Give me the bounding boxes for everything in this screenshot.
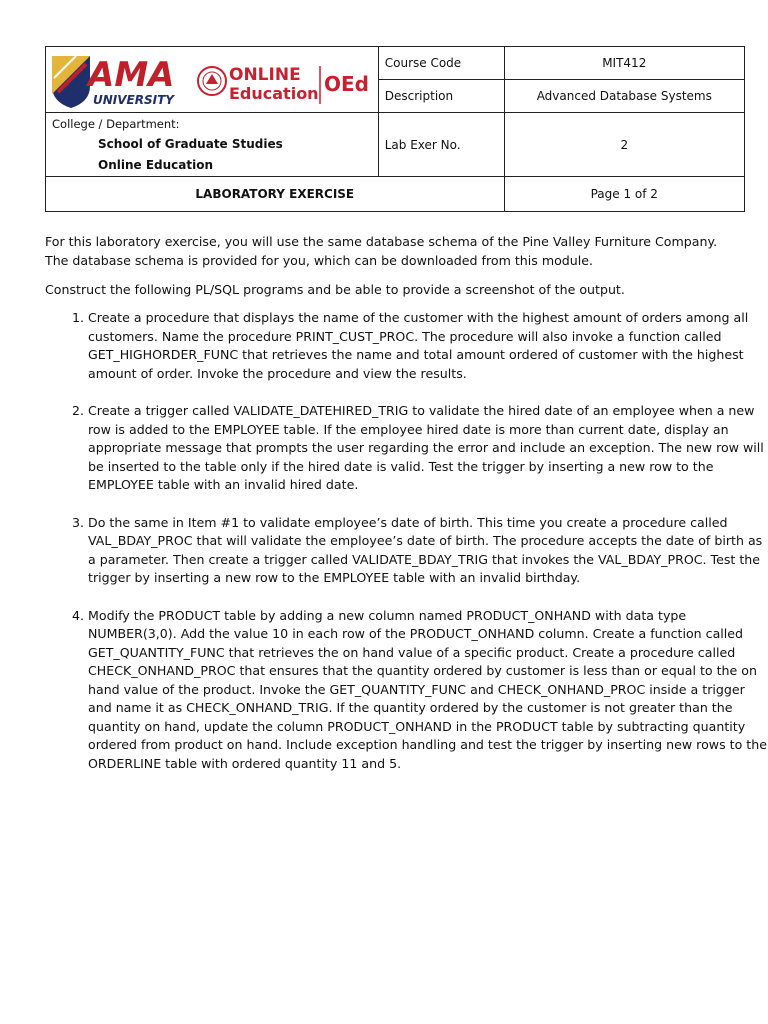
institution-logo [46,48,373,112]
education-wordmark: Education [229,83,319,103]
ama-wordmark: AMA [88,54,175,95]
instructions-paragraph: Construct the following PL/SQL programs and be able to provide a screenshot of the output. [45,282,625,297]
task-item-4: 4. Modify the PRODUCT table by adding a new column named PRODUCT_ONHAND with data type NUMBER(3,0). Add the value 10 in each row of the PRODUCT_ONHAND column. Create a function called GET_QUANTITY_FUNC that retrieves the on hand value of a specific product. Create a procedure called CHECK_ONHAND_PROC that ensures that the quantity ordered by customer is less than or equal to the on hand value of the product. Invoke the GET_QUANTITY_FUNC and CHECK_ONHAND_PROC inside a trigger and name it as CHECK_ONHAND_TRIG. If the quantity ordered by the customer is not greater than the quantity on hand, update the column PRODUCT_ONHAND in the PRODUCT table by subtracting quantity ordered from product on hand. Include exception handling and test the trigger by inserting new rows to the ORDERLINE table with ordered quantity 11 and 5. [88,607,768,774]
college-department-cell [46,113,379,177]
ama-shield-icon [52,56,90,108]
intro-paragraph: For this laboratory exercise, you will use the same database schema of the Pine Valley Furniture Company. The database schema is provided for you, which can be downloaded from this module. [45,234,718,268]
description-value: Advanced Database Systems [504,80,744,113]
description-label: Description [378,80,504,113]
header-table [45,46,745,212]
logo-cell [46,47,379,113]
oed-wordmark: OEd [324,71,369,96]
task-item-1: 1. Create a procedure that displays the name of the customer with the highest amount of orders among all customers. Name the procedure PRINT_CUST_PROC. The procedure will also invoke a function called GET_HIGHORDER_FUNC that retrieves the name and total amount ordered of customer with the highest amount of order. Invoke the procedure and view the results. [88,309,768,383]
college-department-label: College / Department: [52,117,180,131]
online-seal-icon [198,67,226,95]
lab-exer-label: Lab Exer No. [378,113,504,177]
department-name: Online Education [98,158,214,172]
online-wordmark: ONLINE [229,64,301,85]
task-item-2: 2. Create a trigger called VALIDATE_DATEHIRED_TRIG to validate the hired date of an employee when a new row is added to the EMPLOYEE table. If the employee hired date is more than current date, display an appropriate message that prompts the user regarding the error and include an exception. The new row will be inserted to the table only if the hired date is valid. Test the trigger by inserting a new row to the EMPLOYEE table with an invalid hired date. [88,402,768,495]
lab-exer-value: 2 [504,113,744,177]
task-list [45,309,768,792]
course-code-label: Course Code [378,47,504,80]
college-name: School of Graduate Studies [98,137,283,151]
document-title: LABORATORY EXERCISE [46,177,505,212]
university-wordmark: UNIVERSITY [93,92,174,107]
task-item-3: 3. Do the same in Item #1 to validate employee’s date of birth. This time you create a procedure called VAL_BDAY_PROC that will validate the employee’s date of birth. The procedure accepts the date of birth as a parameter. Then create a trigger called VALIDATE_BDAY_TRIG that invokes the VAL_BDAY_PROC. Test the trigger by inserting a new row to the EMPLOYEE table with an invalid birthday. [88,514,768,588]
logo-block [46,48,373,112]
course-code-value: MIT412 [504,47,744,80]
page-indicator: Page 1 of 2 [504,177,744,212]
